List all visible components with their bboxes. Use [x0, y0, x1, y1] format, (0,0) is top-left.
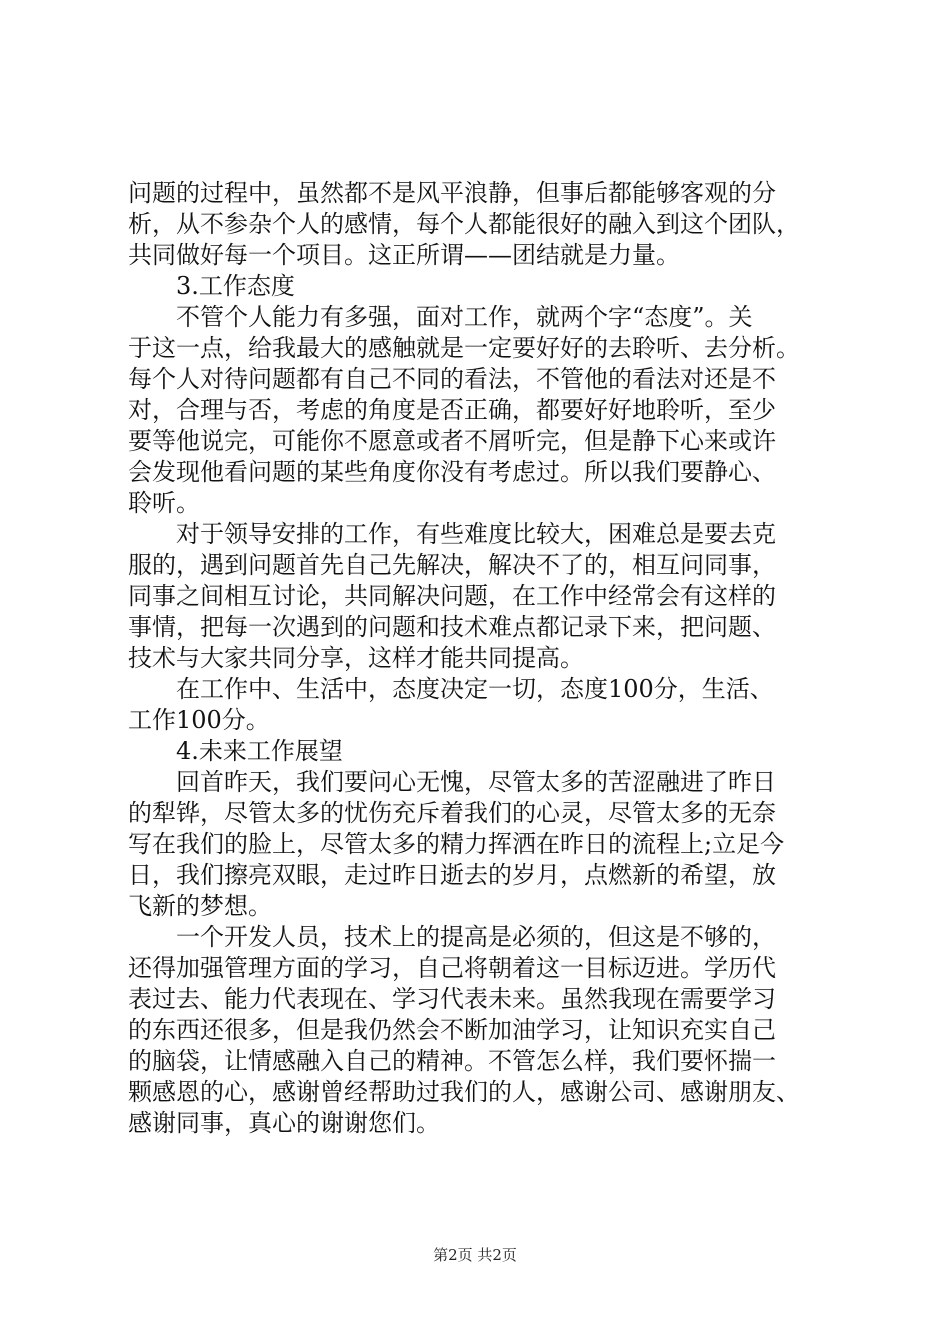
- text-line: 还得加强管理方面的学习，自己将朝着这一目标迈进。学历代: [128, 954, 776, 982]
- text-line: 感谢同事，真心的谢谢您们。: [128, 1109, 440, 1137]
- text-line: 工作100分。: [128, 706, 270, 734]
- text-line: 的犁铧，尽管太多的忧伤充斥着我们的心灵，尽管太多的无奈: [128, 799, 776, 827]
- text-line: 共同做好每一个项目。这正所谓——团结就是力量。: [128, 241, 680, 269]
- text-line: 不管个人能力有多强，面对工作，就两个字“态度”。关: [176, 303, 753, 331]
- text-line: 聆听。: [128, 489, 200, 517]
- text-line: 对于领导安排的工作，有些难度比较大，困难总是要去克: [176, 520, 776, 548]
- text-line: 同事之间相互讨论，共同解决问题，在工作中经常会有这样的: [128, 582, 776, 610]
- text-line: 飞新的梦想。: [128, 892, 272, 920]
- text-line: 技术与大家共同分享，这样才能共同提高。: [128, 644, 584, 672]
- text-line: 会发现他看问题的某些角度你没有考虑过。所以我们要静心、: [128, 458, 776, 486]
- text-line: 写在我们的脸上，尽管太多的精力挥洒在昨日的流程上;立足今: [128, 830, 785, 858]
- section-heading: 4.未来工作展望: [176, 737, 343, 765]
- page-number-footer: 第2页 共2页: [433, 1246, 517, 1264]
- section-heading: 3.工作态度: [176, 272, 295, 300]
- text-line: 一个开发人员，技术上的提高是必须的，但这是不够的，: [176, 923, 776, 951]
- text-line: 颗感恩的心，感谢曾经帮助过我们的人，感谢公司、感谢朋友、: [128, 1078, 800, 1106]
- text-line: 对，合理与否，考虑的角度是否正确，都要好好地聆听，至少: [128, 396, 776, 424]
- text-line: 要等他说完，可能你不愿意或者不屑听完，但是静下心来或许: [128, 427, 776, 455]
- text-line: 在工作中、生活中，态度决定一切，态度100分，生活、: [176, 675, 774, 703]
- text-line: 的东西还很多，但是我仍然会不断加油学习，让知识充实自己: [128, 1016, 776, 1044]
- text-line: 的脑袋，让情感融入自己的精神。不管怎么样，我们要怀揣一: [128, 1047, 776, 1075]
- text-line: 服的，遇到问题首先自己先解决，解决不了的，相互问同事，: [128, 551, 776, 579]
- text-line: 问题的过程中，虽然都不是风平浪静，但事后都能够客观的分: [128, 179, 776, 207]
- text-line: 回首昨天，我们要问心无愧，尽管太多的苦涩融进了昨日: [176, 768, 776, 796]
- text-line: 于这一点，给我最大的感触就是一定要好好的去聆听、去分析。: [128, 334, 800, 362]
- text-line: 日，我们擦亮双眼，走过昨日逝去的岁月，点燃新的希望，放: [128, 861, 776, 889]
- text-line: 析，从不参杂个人的感情，每个人都能很好的融入到这个团队，: [128, 210, 800, 238]
- text-line: 每个人对待问题都有自己不同的看法，不管他的看法对还是不: [128, 365, 776, 393]
- text-line: 事情，把每一次遇到的问题和技术难点都记录下来，把问题、: [128, 613, 776, 641]
- text-line: 表过去、能力代表现在、学习代表未来。虽然我现在需要学习: [128, 985, 776, 1013]
